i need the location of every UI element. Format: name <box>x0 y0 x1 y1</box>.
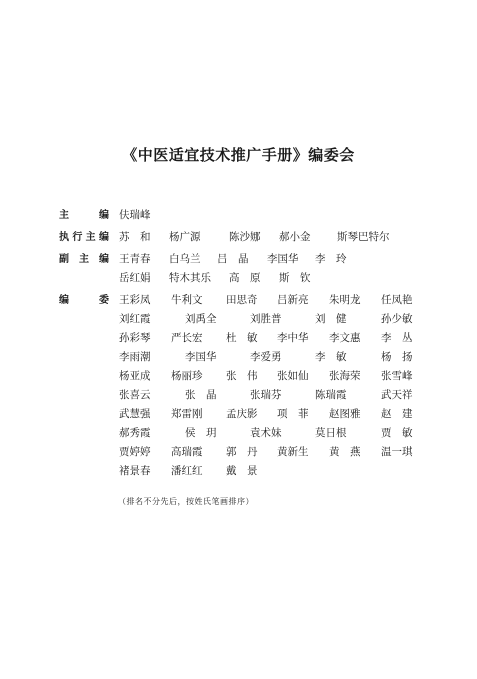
member-name: 黄新生 <box>277 446 309 458</box>
committee-names <box>119 424 459 443</box>
member-name: 牛利文 <box>171 294 203 306</box>
member-name: 孙彩琴 <box>119 332 151 344</box>
member-name: 伕瑞峰 <box>119 209 151 221</box>
member-name: 高 原 <box>229 272 261 284</box>
committee-names <box>119 386 459 405</box>
committee-role: 主 编 <box>59 210 109 221</box>
committee-row <box>59 367 459 386</box>
member-name: 朱明龙 <box>329 294 361 306</box>
member-name: 郝小金 <box>279 231 311 243</box>
committee-row <box>59 310 459 329</box>
member-name: 黄 燕 <box>329 446 361 458</box>
member-name: 杨亚成 <box>119 370 151 382</box>
committee-row <box>59 405 459 424</box>
member-name: 温一琪 <box>381 446 413 458</box>
member-name: 孟庆影 <box>226 408 258 420</box>
member-name: 武天祥 <box>381 389 413 401</box>
committee-row <box>59 329 459 348</box>
member-name: 斯 钦 <box>279 272 311 284</box>
committee-row <box>59 269 459 288</box>
member-name: 李雨潮 <box>119 351 151 363</box>
member-name: 张 伟 <box>226 370 258 382</box>
member-name: 陈沙娜 <box>229 231 261 243</box>
committee-role: 执行主编 <box>59 232 109 243</box>
committee-names <box>119 250 459 269</box>
member-name: 特木其乐 <box>169 272 211 284</box>
member-name: 杨丽珍 <box>171 370 203 382</box>
member-name: 孙少敏 <box>381 313 413 325</box>
committee-row <box>59 291 459 310</box>
member-name: 李 丛 <box>381 332 413 344</box>
member-name: 郑雷刚 <box>171 408 203 420</box>
member-name: 刘禹全 <box>185 313 217 325</box>
member-name: 戴 景 <box>226 465 258 477</box>
committee-row <box>59 424 459 443</box>
member-name: 李国华 <box>267 253 299 265</box>
page-title: 《中医适宜技术推广手册》编委会 <box>122 146 355 164</box>
member-name: 李 敏 <box>315 351 347 363</box>
member-name: 褚景春 <box>119 465 151 477</box>
member-name: 李文惠 <box>329 332 361 344</box>
member-name: 白乌兰 <box>169 253 201 265</box>
member-name: 李中华 <box>277 332 309 344</box>
committee-list <box>59 206 459 481</box>
member-name: 吕 晶 <box>217 253 249 265</box>
committee-names <box>119 329 459 348</box>
committee-row <box>59 386 459 405</box>
member-name: 赵 建 <box>381 408 413 420</box>
member-name: 贾 敏 <box>381 427 413 439</box>
member-name: 李 玲 <box>315 253 347 265</box>
committee-role: 编 委 <box>59 295 109 306</box>
member-name: 高瑞霞 <box>171 446 203 458</box>
member-name: 苏 和 <box>119 231 151 243</box>
member-name: 杜 敏 <box>226 332 258 344</box>
member-name: 王彩凤 <box>119 294 151 306</box>
committee-row <box>59 348 459 367</box>
committee-names <box>119 206 459 225</box>
committee-row <box>59 462 459 481</box>
member-name: 杨广源 <box>169 231 201 243</box>
member-name: 吕新亮 <box>277 294 309 306</box>
member-name: 郝秀霞 <box>119 427 151 439</box>
ordering-note: （排名不分先后，按姓氏笔画排序） <box>118 497 254 506</box>
member-name: 赵图雅 <box>329 408 361 420</box>
member-name: 李国华 <box>185 351 217 363</box>
member-name: 张如仙 <box>277 370 309 382</box>
member-name: 张海荣 <box>329 370 361 382</box>
committee-names <box>119 443 459 462</box>
member-name: 侯 玥 <box>185 427 217 439</box>
committee-names <box>119 310 459 329</box>
committee-role: 副主编 <box>59 254 109 265</box>
member-name: 袁术妹 <box>250 427 282 439</box>
member-name: 张瑞芬 <box>250 389 282 401</box>
committee-names <box>119 228 459 247</box>
member-name: 武慧强 <box>119 408 151 420</box>
committee-row <box>59 250 459 269</box>
member-name: 刘 健 <box>315 313 347 325</box>
member-name: 杨 扬 <box>381 351 413 363</box>
member-name: 贾婷婷 <box>119 446 151 458</box>
member-name: 严长宏 <box>171 332 203 344</box>
member-name: 郭 丹 <box>226 446 258 458</box>
member-name: 张 晶 <box>185 389 217 401</box>
member-name: 田思奇 <box>226 294 258 306</box>
committee-row <box>59 443 459 462</box>
member-name: 李爱勇 <box>250 351 282 363</box>
committee-row <box>59 228 459 247</box>
committee-names <box>119 405 459 424</box>
member-name: 岳红娟 <box>119 272 151 284</box>
member-name: 潘红红 <box>171 465 203 477</box>
member-name: 张雪峰 <box>381 370 413 382</box>
committee-row <box>59 206 459 225</box>
committee-names <box>119 462 459 481</box>
member-name: 王青春 <box>119 253 151 265</box>
committee-names <box>119 367 459 386</box>
member-name: 任凤艳 <box>381 294 413 306</box>
member-name: 项 菲 <box>277 408 309 420</box>
committee-names <box>119 269 459 288</box>
member-name: 刘胜普 <box>250 313 282 325</box>
member-name: 陈瑞霞 <box>315 389 347 401</box>
member-name: 斯琴巴特尔 <box>337 231 390 243</box>
member-name: 张喜云 <box>119 389 151 401</box>
committee-names <box>119 348 459 367</box>
committee-names <box>119 291 459 310</box>
member-name: 莫日根 <box>315 427 347 439</box>
member-name: 刘红霞 <box>119 313 151 325</box>
